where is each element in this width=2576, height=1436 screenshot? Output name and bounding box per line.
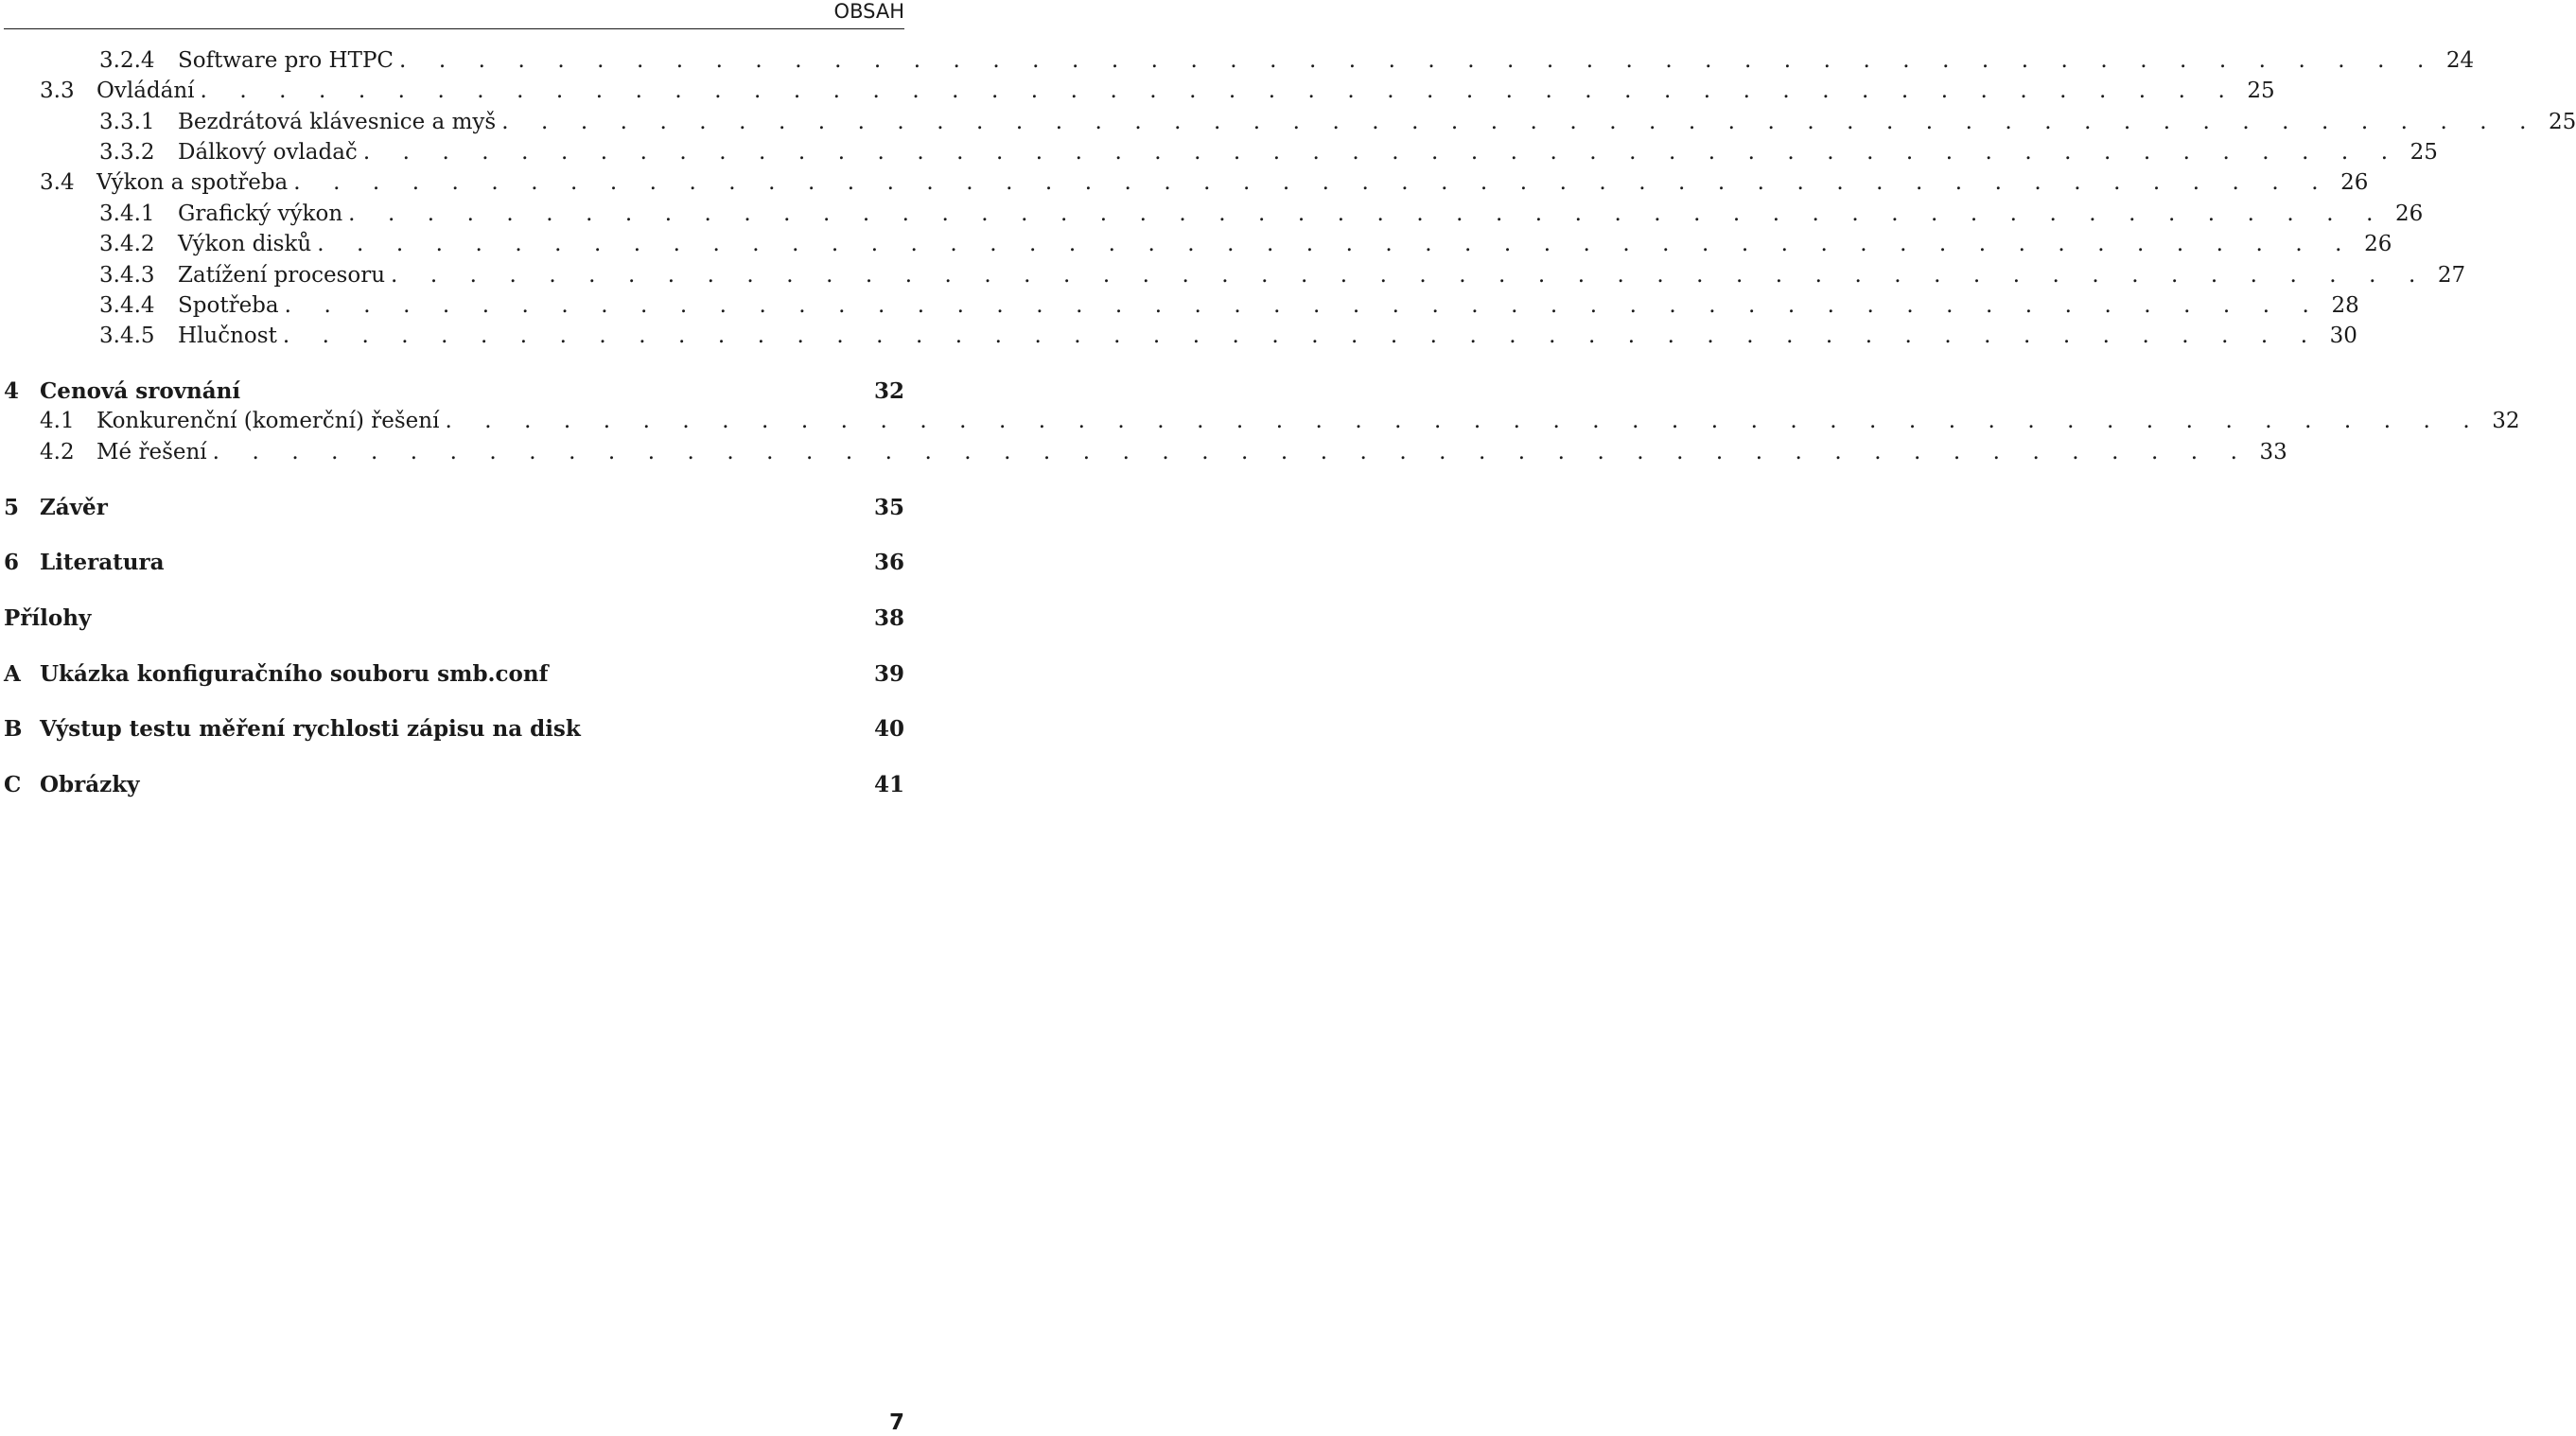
toc-number: 3.3.1 — [99, 110, 155, 134]
toc-leader-dots: . . . . . . . . . . . . . . . . . . . . . . . . . . . . . . . . . . . . . . . . . . . . . . . . . . . . — [317, 232, 2356, 256]
toc-number: 4 — [4, 378, 20, 404]
toc-number: B — [4, 716, 23, 742]
toc-leader-dots: . . . . . . . . . . . . . . . . . . . . . . . . . . . . . . . . . . . . . . . . . . . . . . . . . . . . — [445, 409, 2483, 433]
toc-title: Literatura — [40, 550, 165, 575]
toc-title: Výkon a spotřeba — [96, 170, 289, 195]
toc-title: Grafický výkon — [178, 201, 343, 226]
toc-number: 4.1 — [40, 409, 75, 433]
toc-leader-dots: . . . . . . . . . . . . . . . . . . . . . . . . . . . . . . . . . . . . . . . . . . . . . . . . . . . . — [282, 324, 2321, 348]
toc-title: Zatížení procesoru — [178, 263, 386, 288]
toc-entry[interactable] — [4, 138, 2438, 166]
toc-page: 32 — [873, 378, 904, 404]
toc-title: Bezdrátová klávesnice a myš — [178, 110, 497, 134]
toc-entry[interactable] — [4, 261, 2466, 289]
toc-chapter-entry[interactable] — [4, 715, 904, 744]
toc-page: 25 — [2549, 110, 2576, 134]
toc-chapter-entry[interactable] — [4, 604, 904, 633]
toc-entry[interactable] — [4, 230, 2392, 258]
toc-entry[interactable] — [4, 200, 2424, 228]
toc-title: Konkurenční (komerční) řešení — [96, 409, 440, 433]
toc-page: 33 — [2259, 440, 2287, 464]
toc-number: C — [4, 772, 22, 797]
toc-entry[interactable] — [4, 168, 2369, 197]
toc-title: Obrázky — [40, 772, 140, 797]
toc-entry[interactable] — [4, 46, 2475, 75]
toc-page: 39 — [873, 661, 904, 687]
toc-title: Mé řešení — [96, 440, 207, 464]
toc-entry[interactable] — [4, 322, 2357, 350]
toc-title: Výstup testu měření rychlosti zápisu na disk — [40, 716, 581, 742]
toc-number: 6 — [4, 550, 20, 575]
header-rule — [4, 28, 904, 29]
toc-leader-dots: . . . . . . . . . . . . . . . . . . . . . . . . . . . . . . . . . . . . . . . . . . . . . . . . . . . . — [284, 293, 2322, 318]
toc-leader-dots: . . . . . . . . . . . . . . . . . . . . . . . . . . . . . . . . . . . . . . . . . . . . . . . . . . . . — [293, 170, 2332, 195]
toc-chapter-entry[interactable] — [4, 549, 904, 577]
toc-number: 3.4.1 — [99, 201, 155, 226]
toc-page: 25 — [2247, 79, 2275, 103]
toc-number: A — [4, 661, 21, 687]
toc-chapter-entry[interactable] — [4, 494, 904, 522]
toc-page: 27 — [2437, 263, 2466, 288]
toc-page: 26 — [2340, 170, 2369, 195]
toc-number: 5 — [4, 495, 20, 520]
toc-title: Ovládání — [96, 79, 195, 103]
toc-title: Ukázka konfiguračního souboru smb.conf — [40, 661, 549, 687]
toc-number: 3.2.4 — [99, 48, 155, 73]
toc-title: Závěr — [40, 495, 108, 520]
toc-page: 28 — [2331, 293, 2359, 318]
toc-page: 36 — [873, 550, 904, 575]
toc-title: Přílohy — [4, 605, 92, 631]
toc-title: Spotřeba — [178, 293, 279, 318]
toc-entry[interactable] — [4, 407, 2520, 435]
toc-number: 3.4.2 — [99, 232, 155, 256]
toc-chapter-entry[interactable] — [4, 377, 904, 406]
toc-page: 38 — [873, 605, 904, 631]
toc-leader-dots: . . . . . . . . . . . . . . . . . . . . . . . . . . . . . . . . . . . . . . . . . . . . . . . . . . . . — [391, 263, 2428, 288]
page-number: 7 — [888, 1410, 904, 1435]
toc-page: 26 — [2394, 201, 2424, 226]
toc-leader-dots: . . . . . . . . . . . . . . . . . . . . . . . . . . . . . . . . . . . . . . . . . . . . . . . . . . . . — [200, 79, 2238, 103]
toc-entry[interactable] — [4, 291, 2359, 320]
toc-entry[interactable] — [4, 108, 2576, 136]
toc-title: Hlučnost — [178, 324, 277, 348]
toc-page: 40 — [873, 716, 904, 742]
toc-page: 30 — [2329, 324, 2357, 348]
toc-number: 4.2 — [40, 440, 75, 464]
toc-leader-dots: . . . . . . . . . . . . . . . . . . . . . . . . . . . . . . . . . . . . . . . . . . . . . . . . . . . . — [399, 48, 2437, 73]
toc-number: 3.4.3 — [99, 263, 155, 288]
toc-leader-dots: . . . . . . . . . . . . . . . . . . . . . . . . . . . . . . . . . . . . . . . . . . . . . . . . . . . . — [362, 140, 2401, 165]
toc-page: 24 — [2445, 48, 2475, 73]
toc-title: Software pro HTPC — [178, 48, 394, 73]
header-label: OBSAH — [833, 0, 904, 23]
toc-title: Cenová srovnání — [40, 378, 241, 404]
toc-page: 32 — [2492, 409, 2520, 433]
toc-number: 3.4.4 — [99, 293, 155, 318]
toc-leader-dots: . . . . . . . . . . . . . . . . . . . . . . . . . . . . . . . . . . . . . . . . . . . . . . . . . . . . — [501, 110, 2540, 134]
toc-leader-dots: . . . . . . . . . . . . . . . . . . . . . . . . . . . . . . . . . . . . . . . . . . . . . . . . . . . . — [348, 201, 2386, 226]
toc-page: 25 — [2410, 140, 2438, 165]
toc-number: 3.4 — [40, 170, 75, 195]
toc-entry[interactable] — [4, 77, 2275, 105]
toc-title: Dálkový ovladač — [178, 140, 358, 165]
toc-number: 3.3.2 — [99, 140, 155, 165]
toc-leader-dots: . . . . . . . . . . . . . . . . . . . . . . . . . . . . . . . . . . . . . . . . . . . . . . . . . . . . — [212, 440, 2251, 464]
toc-chapter-entry[interactable] — [4, 660, 904, 689]
toc-page: 35 — [873, 495, 904, 520]
toc-page: 41 — [873, 772, 904, 797]
toc-chapter-entry[interactable] — [4, 771, 904, 799]
toc-page: 26 — [2364, 232, 2392, 256]
toc-title: Výkon disků — [178, 232, 312, 256]
toc-entry[interactable] — [4, 438, 2287, 466]
running-header — [0, 0, 908, 30]
toc-number: 3.3 — [40, 79, 75, 103]
toc-number: 3.4.5 — [99, 324, 155, 348]
